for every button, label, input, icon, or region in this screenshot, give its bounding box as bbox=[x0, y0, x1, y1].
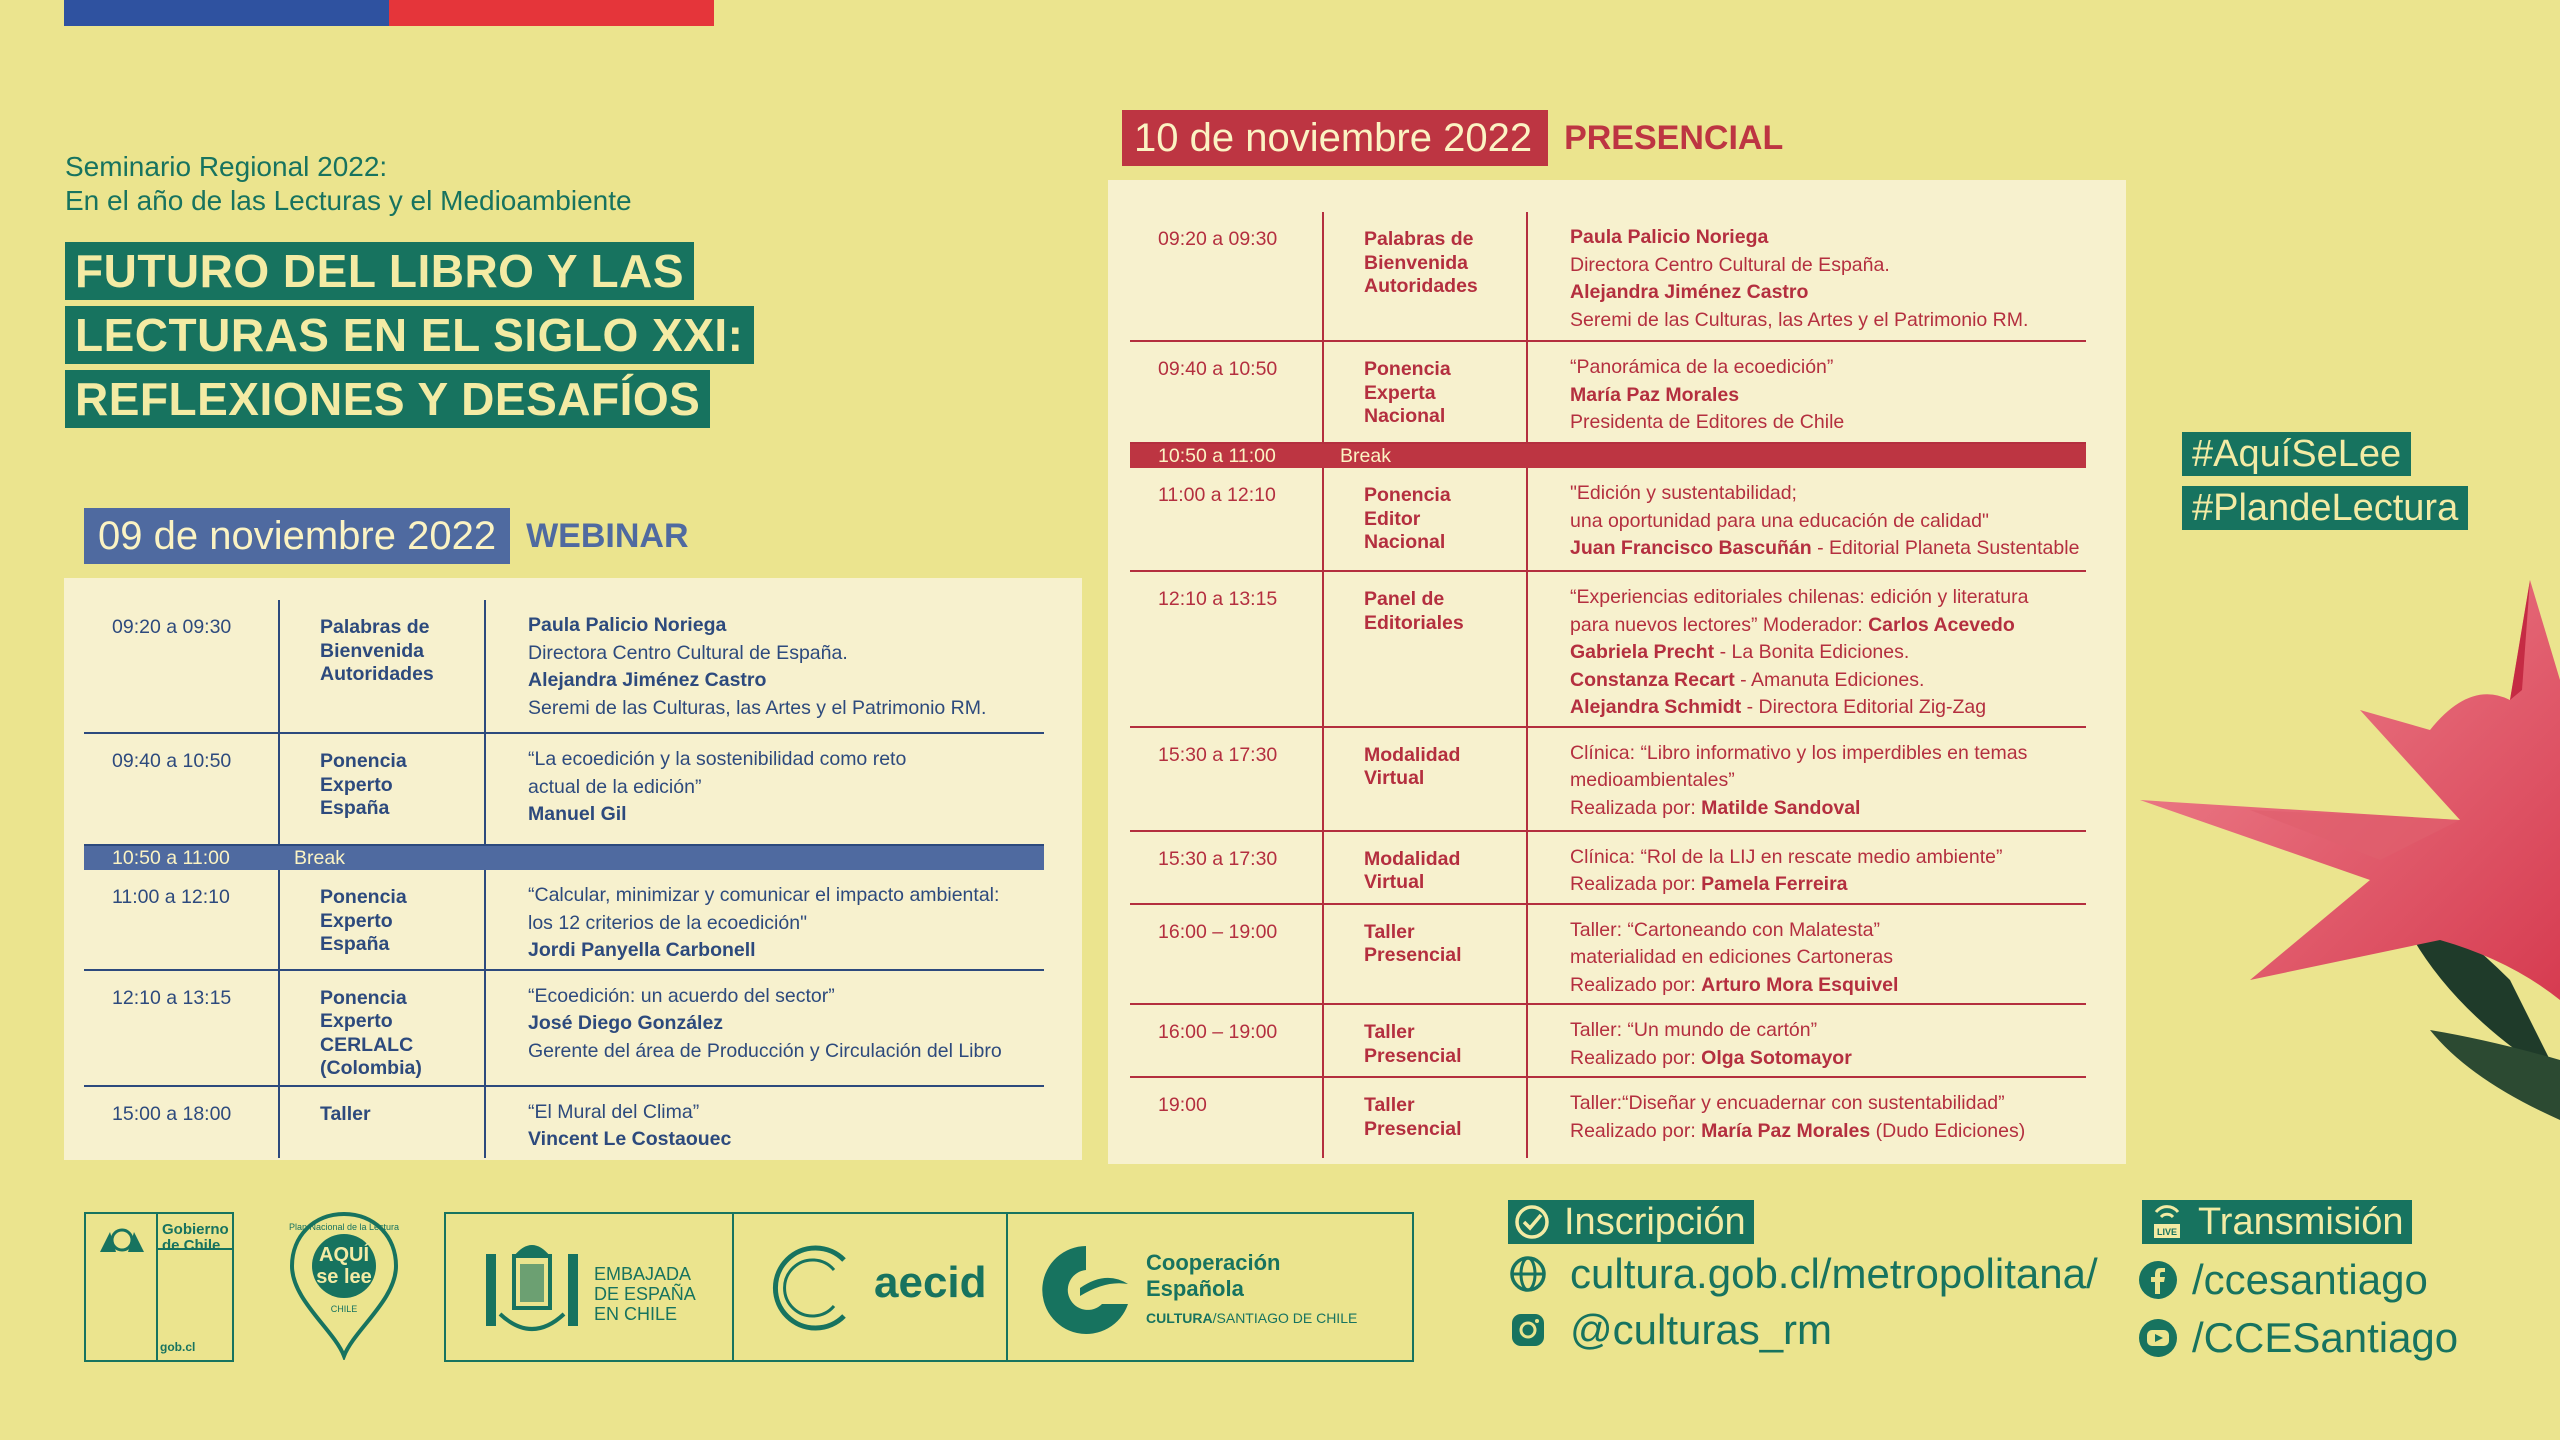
session-type bbox=[1324, 905, 1528, 1004]
logo-aqui-se-lee: Plan Nacional de la Lectura AQUÍ se lee CHILE bbox=[286, 1210, 402, 1360]
session-type bbox=[280, 971, 486, 1085]
session-time: 09:20 a 09:30 bbox=[84, 600, 280, 732]
schedule-row bbox=[84, 971, 1044, 1087]
break-time: 10:50 a 11:00 bbox=[112, 847, 230, 869]
session-detail-line: Jordi Panyella Carbonell bbox=[528, 939, 756, 961]
session-type-line: España bbox=[320, 797, 390, 819]
hashtag-plandelectura[interactable]: #PlandeLectura bbox=[2182, 486, 2468, 530]
session-type-line: Panel de bbox=[1364, 588, 1445, 610]
logo-gobierno-de-chile: Gobierno de Chile gob.cl bbox=[84, 1212, 234, 1362]
session-detail-line: Taller: “Cartoneando con Malatesta” bbox=[1570, 918, 1880, 941]
session-type-line: Editor bbox=[1364, 507, 1421, 530]
break-label: Break bbox=[294, 847, 345, 869]
hashtag-aquiselee[interactable]: #AquíSeLee bbox=[2182, 432, 2411, 476]
session-detail-line: Realizado por: María Paz Morales (Dudo Ediciones) bbox=[1570, 1119, 2026, 1142]
session-type bbox=[1324, 572, 1528, 726]
schedule-row bbox=[1130, 342, 2086, 444]
session-detail bbox=[1528, 1005, 2084, 1076]
session-detail bbox=[486, 600, 1042, 732]
session-detail-line: “El Mural del Clima” bbox=[528, 1100, 700, 1123]
youtube-icon bbox=[2138, 1318, 2178, 1358]
session-type-line: Palabras de bbox=[1364, 228, 1474, 250]
session-detail-line: Realizada por: Matilde Sandoval bbox=[1570, 796, 1861, 819]
session-type-line: Ponencia bbox=[1364, 358, 1451, 380]
session-time: 09:40 a 10:50 bbox=[1130, 342, 1324, 442]
session-detail-line: “La ecoedición y la sostenibilidad como reto bbox=[528, 748, 907, 770]
schedule-row bbox=[1130, 832, 2086, 905]
session-type-line: Taller bbox=[1364, 920, 1415, 943]
session-type-line: Modalidad bbox=[1364, 847, 1461, 870]
day2-header bbox=[1122, 110, 1783, 166]
session-type-line: Virtual bbox=[1364, 871, 1425, 893]
break-row bbox=[1130, 444, 2086, 468]
session-detail-line: Directora Centro Cultural de España. bbox=[1570, 253, 1890, 276]
session-type-line: Palabras de bbox=[320, 616, 430, 638]
session-detail-line: Vincent Le Costaouec bbox=[528, 1128, 732, 1150]
session-detail-line: Taller:“Diseñar y encuadernar con sustentabilidad” bbox=[1570, 1092, 2005, 1114]
session-time: 12:10 a 13:15 bbox=[84, 971, 280, 1085]
break-label: Break bbox=[1340, 445, 1391, 467]
session-detail-line: “Panorámica de la ecoedición” bbox=[1570, 356, 1834, 378]
session-time: 09:40 a 10:50 bbox=[84, 734, 280, 844]
session-detail bbox=[486, 870, 1042, 969]
session-type-line: Ponencia bbox=[320, 886, 407, 908]
flag-bar bbox=[64, 0, 714, 26]
flower-illustration bbox=[2130, 560, 2560, 1220]
session-type-line: Virtual bbox=[1364, 767, 1425, 789]
aecid-c-icon bbox=[764, 1240, 858, 1336]
session-detail-line: Juan Francisco Bascuñán - Editorial Planeta Sustentable bbox=[1570, 537, 2080, 559]
session-detail-line: Alejandra Jiménez Castro bbox=[1570, 281, 1809, 303]
session-detail-line: medioambientales” bbox=[1570, 769, 1735, 791]
session-detail bbox=[1528, 905, 2084, 1004]
session-type bbox=[280, 600, 486, 732]
session-type bbox=[280, 870, 486, 969]
session-detail-line: Gerente del área de Producción y Circulación del Libro bbox=[528, 1039, 1002, 1062]
page-title: FUTURO DEL LIBRO Y LAS LECTURAS EN EL SIGLO XXI: REFLEXIONES Y DESAFÍOS bbox=[65, 242, 754, 434]
session-time: 16:00 – 19:00 bbox=[1130, 905, 1324, 1004]
break-time: 10:50 a 11:00 bbox=[1158, 445, 1276, 467]
day2-schedule-table bbox=[1130, 212, 2086, 1158]
session-type bbox=[1324, 832, 1528, 903]
session-detail-line: Paula Palicio Noriega bbox=[1570, 226, 1769, 248]
session-type-line: Experto bbox=[320, 773, 393, 796]
day2-mode: PRESENCIAL bbox=[1564, 118, 1784, 157]
session-type-line: Autoridades bbox=[320, 663, 434, 685]
day1-date: 09 de noviembre 2022 bbox=[84, 508, 510, 564]
web-link[interactable]: cultura.gob.cl/metropolitana/ bbox=[1508, 1250, 2098, 1298]
session-type bbox=[280, 1087, 486, 1158]
session-type-line: Bienvenida bbox=[320, 639, 425, 662]
session-type-line: (Colombia) bbox=[320, 1057, 422, 1079]
session-detail-line: Manuel Gil bbox=[528, 803, 627, 825]
session-detail-line: María Paz Morales bbox=[1570, 383, 1740, 406]
session-time: 12:10 a 13:15 bbox=[1130, 572, 1324, 726]
session-detail bbox=[486, 971, 1042, 1085]
session-type bbox=[1324, 468, 1528, 570]
instagram-link[interactable]: @culturas_rm bbox=[1508, 1306, 1832, 1354]
session-detail-line: materialidad en ediciones Cartoneras bbox=[1570, 946, 1894, 968]
session-type-line: CERLALC bbox=[320, 1033, 414, 1056]
session-type-line: Presencial bbox=[1364, 1044, 1462, 1067]
session-type bbox=[1324, 1005, 1528, 1076]
schedule-row bbox=[84, 1087, 1044, 1158]
session-time: 09:20 a 09:30 bbox=[1130, 212, 1324, 340]
day2-date: 10 de noviembre 2022 bbox=[1122, 110, 1548, 166]
session-detail bbox=[1528, 1078, 2084, 1158]
session-detail-line: José Diego González bbox=[528, 1012, 724, 1034]
session-detail-line: Realizado por: Olga Sotomayor bbox=[1570, 1046, 1852, 1069]
session-detail-line: Realizado por: Arturo Mora Esquivel bbox=[1570, 973, 1899, 996]
schedule-row bbox=[84, 734, 1044, 846]
cooperacion-espanola-icon bbox=[1036, 1240, 1132, 1340]
session-detail bbox=[1528, 468, 2084, 570]
session-detail-line: Seremi de las Culturas, las Artes y el Patrimonio RM. bbox=[1570, 308, 2029, 331]
session-detail-line: Realizada por: Pamela Ferreira bbox=[1570, 873, 1848, 895]
session-detail-line: “Ecoedición: un acuerdo del sector” bbox=[528, 984, 835, 1007]
instagram-icon bbox=[1508, 1310, 1548, 1350]
session-detail bbox=[1528, 212, 2084, 340]
session-detail-line: Taller: “Un mundo de cartón” bbox=[1570, 1019, 1818, 1041]
session-type-line: Ponencia bbox=[320, 986, 407, 1009]
session-detail-line: Clínica: “Rol de la LIJ en rescate medio ambiente” bbox=[1570, 845, 2003, 868]
schedule-row bbox=[1130, 1005, 2086, 1078]
facebook-link[interactable]: /ccesantiago bbox=[2138, 1256, 2428, 1304]
coat-of-arms-icon bbox=[96, 1222, 148, 1258]
session-detail-line: Constanza Recart - Amanuta Ediciones. bbox=[1570, 668, 1925, 691]
session-time: 15:30 a 17:30 bbox=[1130, 832, 1324, 903]
session-type-line: Ponencia bbox=[320, 750, 407, 772]
session-time: 11:00 a 12:10 bbox=[84, 870, 280, 969]
session-detail-line: Clínica: “Libro informativo y los imperdibles en temas bbox=[1570, 741, 2028, 764]
session-detail-line: los 12 criterios de la ecoedición" bbox=[528, 911, 807, 934]
session-detail-line: “Calcular, minimizar y comunicar el impacto ambiental: bbox=[528, 884, 1000, 906]
session-detail-line: "Edición y sustentabilidad; bbox=[1570, 482, 1797, 504]
session-detail bbox=[1528, 832, 2084, 903]
inscripcion-badge[interactable]: Inscripción bbox=[1508, 1200, 1754, 1244]
session-time: 11:00 a 12:10 bbox=[1130, 468, 1324, 570]
schedule-row bbox=[1130, 905, 2086, 1006]
schedule-row bbox=[84, 870, 1044, 971]
live-broadcast-icon bbox=[2148, 1204, 2186, 1240]
schedule-row bbox=[1130, 212, 2086, 342]
session-type-line: Experto bbox=[320, 1010, 393, 1032]
session-detail bbox=[486, 1087, 1042, 1158]
session-detail-line: “Experiencias editoriales chilenas: edición y literatura bbox=[1570, 586, 2029, 608]
session-type bbox=[280, 734, 486, 844]
session-detail bbox=[1528, 728, 2084, 830]
session-type-line: Presencial bbox=[1364, 1117, 1462, 1140]
session-type-line: Autoridades bbox=[1364, 275, 1478, 297]
day1-schedule-table bbox=[84, 600, 1044, 1158]
session-type-line: Experto bbox=[320, 909, 393, 932]
seminar-subtitle: Seminario Regional 2022: En el año de las Lecturas y el Medioambiente bbox=[65, 151, 632, 216]
schedule-row bbox=[1130, 468, 2086, 572]
session-type-line: Experta bbox=[1364, 381, 1436, 404]
session-detail-line: Presidenta de Editores de Chile bbox=[1570, 411, 1845, 433]
spain-coat-of-arms-icon bbox=[480, 1234, 584, 1344]
schedule-row bbox=[1130, 728, 2086, 832]
session-type-line: España bbox=[320, 933, 390, 955]
session-detail bbox=[1528, 572, 2084, 726]
session-detail-line: Alejandra Jiménez Castro bbox=[528, 669, 767, 691]
session-time: 19:00 bbox=[1130, 1078, 1324, 1158]
session-detail-line: Seremi de las Culturas, las Artes y el Patrimonio RM. bbox=[528, 696, 987, 719]
session-time: 15:00 a 18:00 bbox=[84, 1087, 280, 1158]
session-type-line: Bienvenida bbox=[1364, 251, 1469, 274]
session-type-line: Ponencia bbox=[1364, 484, 1451, 506]
session-type-line: Editoriales bbox=[1364, 611, 1464, 634]
break-row bbox=[84, 846, 1044, 870]
session-type bbox=[1324, 1078, 1528, 1158]
session-detail-line: actual de la edición” bbox=[528, 775, 702, 798]
session-detail-line: Directora Centro Cultural de España. bbox=[528, 641, 848, 664]
session-type bbox=[1324, 212, 1528, 340]
session-type-line: Nacional bbox=[1364, 405, 1446, 427]
session-detail-line: Alejandra Schmidt - Directora Editorial Zig-Zag bbox=[1570, 696, 1987, 718]
schedule-row bbox=[84, 600, 1044, 734]
transmision-badge[interactable]: LIVE Transmisión bbox=[2142, 1200, 2412, 1244]
logo-strip-spain: EMBAJADA DE ESPAÑA EN CHILE aecid Cooperación Española CULTURA/SANTIAGO DE CHILE bbox=[444, 1212, 1414, 1362]
session-time: 15:30 a 17:30 bbox=[1130, 728, 1324, 830]
session-type-line: Taller bbox=[1364, 1094, 1415, 1116]
schedule-row bbox=[1130, 1078, 2086, 1158]
check-circle-icon bbox=[1514, 1204, 1550, 1240]
day1-header bbox=[84, 508, 689, 564]
globe-icon bbox=[1508, 1254, 1548, 1294]
session-time: 16:00 – 19:00 bbox=[1130, 1005, 1324, 1076]
youtube-link[interactable]: /CCESantiago bbox=[2138, 1314, 2458, 1362]
schedule-row bbox=[1130, 572, 2086, 728]
session-detail bbox=[486, 734, 1042, 844]
session-type bbox=[1324, 728, 1528, 830]
session-detail-line: para nuevos lectores” Moderador: Carlos Acevedo bbox=[1570, 613, 2015, 636]
session-type-line: Taller bbox=[320, 1102, 371, 1125]
session-detail-line: una oportunidad para una educación de calidad" bbox=[1570, 509, 1989, 532]
svg-text:LIVE: LIVE bbox=[2156, 1227, 2178, 1237]
session-type bbox=[1324, 342, 1528, 442]
facebook-icon bbox=[2138, 1260, 2178, 1300]
session-type-line: Modalidad bbox=[1364, 743, 1461, 766]
session-type-line: Presencial bbox=[1364, 944, 1462, 966]
session-detail-line: Gabriela Precht - La Bonita Ediciones. bbox=[1570, 641, 1910, 663]
day1-mode: WEBINAR bbox=[526, 516, 689, 555]
session-type-line: Nacional bbox=[1364, 531, 1446, 553]
session-detail-line: Paula Palicio Noriega bbox=[528, 614, 727, 636]
session-type-line: Taller bbox=[1364, 1021, 1415, 1043]
session-detail bbox=[1528, 342, 2084, 442]
